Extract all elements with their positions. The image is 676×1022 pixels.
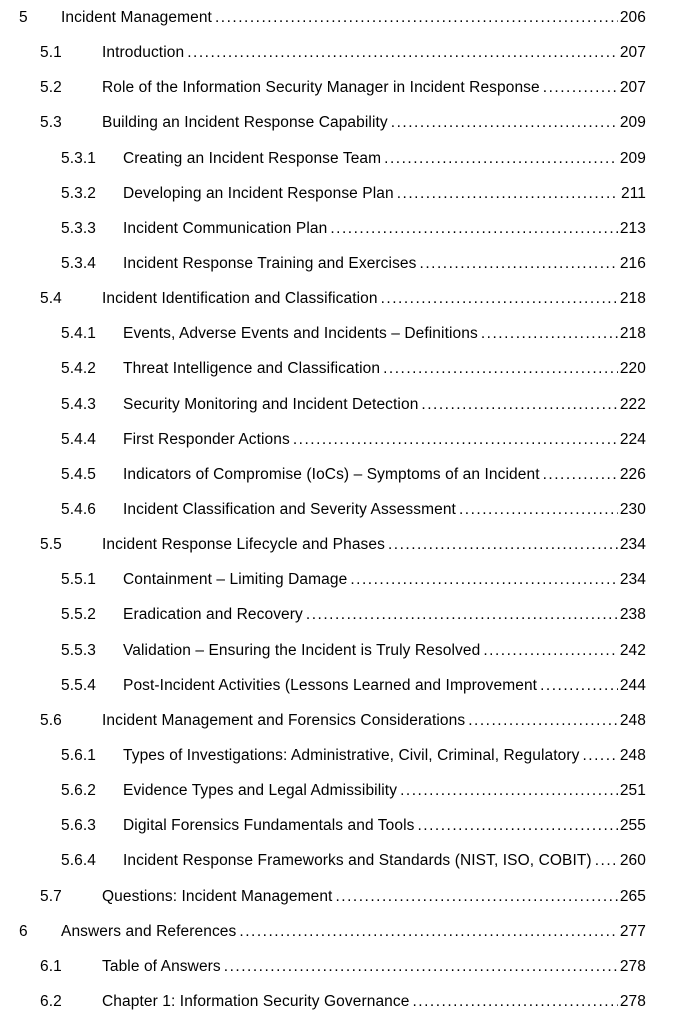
dot-leader	[381, 288, 618, 310]
toc-entry-number: 5.5.3	[61, 641, 96, 659]
dot-leader	[391, 112, 618, 134]
toc-entry-title: Security Monitoring and Incident Detection	[123, 395, 419, 413]
toc-entry-title: Containment – Limiting Damage	[123, 571, 348, 589]
toc-entry-page-number: 265	[619, 887, 646, 905]
toc-entry-line	[123, 148, 646, 170]
toc-entry-number: 5.5	[40, 536, 62, 554]
toc-entry[interactable]	[0, 7, 676, 29]
toc-entry[interactable]	[0, 112, 676, 134]
toc-entry[interactable]	[0, 499, 676, 521]
toc-entry-page-number: 226	[619, 465, 646, 483]
toc-entry-line	[102, 886, 646, 908]
toc-entry-number: 5.3.2	[61, 184, 96, 202]
toc-entry-title: Incident Management and Forensics Considerations	[102, 711, 466, 729]
dot-leader	[224, 956, 618, 978]
dot-leader	[187, 42, 618, 64]
dot-leader	[330, 218, 618, 240]
toc-entry-title: Incident Communication Plan	[123, 219, 328, 237]
toc-entry-title: Post-Incident Activities (Lessons Learned and Improvement	[123, 676, 538, 694]
dot-leader	[483, 640, 618, 662]
toc-entry[interactable]	[0, 464, 676, 486]
dot-leader	[582, 745, 617, 767]
toc-entry-number: 5.4.2	[61, 360, 96, 378]
toc-entry-page-number: 278	[619, 992, 646, 1010]
dot-leader	[350, 569, 618, 591]
toc-entry[interactable]	[0, 710, 676, 732]
toc-entry-page-number: 206	[619, 9, 646, 26]
dot-leader	[383, 358, 618, 380]
toc-entry-line	[102, 534, 646, 556]
toc-entry[interactable]	[0, 921, 676, 943]
toc-entry-title: Incident Classification and Severity Assessment	[123, 501, 456, 518]
toc-entry-page-number: 230	[619, 501, 646, 518]
dot-leader	[417, 815, 617, 837]
toc-entry-page-number: 234	[619, 571, 646, 589]
toc-entry[interactable]	[0, 745, 676, 767]
toc-entry-line	[123, 675, 646, 697]
toc-entry-line	[123, 499, 646, 521]
toc-entry-number: 5.3.3	[61, 219, 96, 237]
toc-entry-page-number: 224	[619, 430, 646, 448]
toc-entry-title: Answers and References	[61, 922, 237, 940]
toc-entry-title: Developing an Incident Response Plan	[123, 184, 394, 202]
toc-entry-title: Incident Response Training and Exercises	[123, 255, 417, 272]
toc-entry-number: 5.5.4	[61, 676, 96, 694]
toc-entry-page-number: 234	[619, 536, 646, 554]
toc-entry-title: Digital Forensics Fundamentals and Tools	[123, 817, 415, 835]
toc-entry-number: 5.5.2	[61, 606, 96, 624]
toc-entry-line	[123, 394, 646, 416]
toc-entry-line	[102, 112, 646, 134]
toc-entry-title: Evidence Types and Legal Admissibility	[123, 782, 398, 800]
toc-entry[interactable]	[0, 991, 676, 1013]
toc-entry-page-number: 218	[619, 325, 646, 343]
toc-entry-page-number: 277	[619, 922, 646, 940]
toc-entry-line	[102, 288, 646, 310]
dot-leader	[468, 710, 618, 732]
toc-entry-page-number: 216	[619, 255, 646, 272]
dot-leader	[412, 991, 617, 1013]
toc-entry-page-number: 211	[620, 184, 646, 202]
toc-entry-number: 5.6	[40, 711, 62, 729]
toc-entry-title: Introduction	[102, 44, 185, 62]
toc-entry[interactable]	[0, 815, 676, 837]
toc-entry-number: 5.4.5	[61, 465, 96, 483]
toc-entry-page-number: 278	[619, 957, 646, 975]
toc-entry[interactable]	[0, 604, 676, 626]
toc-entry-line	[123, 218, 646, 240]
toc-entry-page-number: 213	[619, 219, 646, 237]
toc-entry-number: 5.4.6	[61, 501, 96, 518]
toc-entry-number: 5.2	[40, 79, 62, 97]
dot-leader	[421, 394, 617, 416]
toc-entry-line	[102, 710, 646, 732]
toc-entry-page-number: 218	[619, 290, 646, 308]
toc-entry-title: Incident Response Frameworks and Standards (NIST, ISO, COBIT)	[123, 852, 592, 870]
toc-entry-page-number: 207	[619, 44, 646, 62]
toc-entry-page-number: 209	[619, 149, 646, 167]
toc-entry-title: Types of Investigations: Administrative, Civil, Criminal, Regulatory	[123, 746, 580, 764]
toc-entry-number: 5.7	[40, 887, 62, 905]
toc-entry-line	[102, 77, 646, 99]
toc-entry-number: 5.4.1	[61, 325, 96, 343]
toc-entry-page-number: 248	[619, 746, 646, 764]
toc-entry[interactable]	[0, 323, 676, 345]
toc-entry-title: Eradication and Recovery	[123, 606, 303, 624]
toc-entry-page-number: 222	[619, 395, 646, 413]
dot-leader	[481, 323, 618, 345]
toc-entry-line	[123, 850, 646, 872]
toc-entry-number: 6.1	[40, 957, 62, 975]
toc-entry[interactable]	[0, 534, 676, 556]
toc-entry-line	[102, 42, 646, 64]
toc-entry-line	[123, 815, 646, 837]
toc-entry[interactable]	[0, 218, 676, 240]
toc-entry-number: 5.6.4	[61, 852, 96, 870]
toc-entry-number: 5	[19, 9, 28, 26]
toc-entry-number: 5.5.1	[61, 571, 96, 589]
toc-entry-number: 5.3.1	[61, 149, 96, 167]
toc-entry[interactable]	[0, 288, 676, 310]
toc-entry-title: Role of the Information Security Manager in Incident Response	[102, 79, 540, 97]
toc-entry-line	[123, 745, 646, 767]
toc-entry-line	[123, 569, 646, 591]
toc-entry[interactable]	[0, 780, 676, 802]
dot-leader	[543, 464, 618, 486]
dot-leader	[335, 886, 617, 908]
toc-entry-title: Creating an Incident Response Team	[123, 149, 382, 167]
toc-entry[interactable]	[0, 956, 676, 978]
toc-entry-number: 5.3	[40, 114, 62, 132]
toc-entry[interactable]	[0, 394, 676, 416]
toc-entry[interactable]	[0, 429, 676, 451]
dot-leader	[306, 604, 618, 626]
dot-leader	[459, 499, 618, 521]
toc-entry-line	[61, 921, 646, 943]
toc-entry-line	[123, 183, 646, 205]
toc-entry-line	[102, 956, 646, 978]
toc-entry-page-number: 248	[619, 711, 646, 729]
toc-entry-line	[123, 358, 646, 380]
toc-entry[interactable]	[0, 850, 676, 872]
toc-entry-line	[123, 253, 646, 275]
toc-entry-number: 5.4	[40, 290, 62, 308]
toc-entry-title: Table of Answers	[102, 957, 221, 975]
dot-leader	[543, 77, 618, 99]
dot-leader	[384, 148, 618, 170]
toc-entry-title: Building an Incident Response Capability	[102, 114, 388, 132]
toc-entry[interactable]	[0, 640, 676, 662]
toc-entry-title: Incident Identification and Classification	[102, 290, 378, 308]
toc-entry-title: Events, Adverse Events and Incidents – Definitions	[123, 325, 478, 343]
toc-entry[interactable]	[0, 148, 676, 170]
toc-entry-line	[123, 429, 646, 451]
toc-entry-line	[123, 780, 646, 802]
toc-entry-title: Incident Management	[61, 9, 212, 26]
toc-entry-number: 6.2	[40, 992, 62, 1010]
toc-entry-number: 5.3.4	[61, 255, 96, 272]
toc-entry-title: Chapter 1: Information Security Governance	[102, 992, 410, 1010]
dot-leader	[420, 253, 618, 275]
toc-entry[interactable]	[0, 886, 676, 908]
toc-entry-page-number: 242	[619, 641, 646, 659]
toc-entry-page-number: 220	[619, 360, 646, 378]
toc-entry-page-number: 260	[619, 852, 646, 870]
toc-entry-title: Threat Intelligence and Classification	[123, 360, 381, 378]
toc-entry-page-number: 244	[619, 676, 646, 694]
toc-entry-title: Questions: Incident Management	[102, 887, 333, 905]
toc-entry-page-number: 251	[619, 782, 646, 800]
toc-entry-page-number: 255	[619, 817, 646, 835]
toc-entry[interactable]	[0, 77, 676, 99]
toc-entry-number: 5.1	[40, 44, 62, 62]
toc-entry[interactable]	[0, 358, 676, 380]
toc-entry[interactable]	[0, 42, 676, 64]
dot-leader	[400, 780, 618, 802]
toc-entry-line	[123, 640, 646, 662]
dot-leader	[293, 429, 618, 451]
toc-entry-line	[123, 323, 646, 345]
toc-entry-title: Incident Response Lifecycle and Phases	[102, 536, 385, 554]
toc-entry-page-number: 207	[619, 79, 646, 97]
dot-leader	[215, 7, 618, 29]
dot-leader	[239, 921, 617, 943]
dot-leader	[595, 850, 618, 872]
toc-entry-number: 6	[19, 922, 28, 940]
toc-entry-number: 5.6.3	[61, 817, 96, 835]
toc-entry-line	[123, 464, 646, 486]
dot-leader	[397, 183, 619, 205]
toc-entry-title: Indicators of Compromise (IoCs) – Symptoms of an Incident	[123, 465, 540, 483]
toc-entry-page-number: 238	[619, 606, 646, 624]
toc-entry-number: 5.6.1	[61, 746, 96, 764]
toc-entry[interactable]	[0, 183, 676, 205]
dot-leader	[540, 675, 618, 697]
toc-entry-line	[123, 604, 646, 626]
toc-entry-page-number: 209	[619, 114, 646, 132]
toc-entry-line	[102, 991, 646, 1013]
toc-entry[interactable]	[0, 675, 676, 697]
dot-leader	[388, 534, 618, 556]
toc-entry-number: 5.6.2	[61, 782, 96, 800]
toc-entry-number: 5.4.4	[61, 430, 96, 448]
toc-entry-line	[61, 7, 646, 29]
toc-entry[interactable]	[0, 253, 676, 275]
toc-entry-title: First Responder Actions	[123, 430, 290, 448]
toc-entry[interactable]	[0, 569, 676, 591]
toc-entry-title: Validation – Ensuring the Incident is Truly Resolved	[123, 641, 481, 659]
toc-entry-number: 5.4.3	[61, 395, 96, 413]
